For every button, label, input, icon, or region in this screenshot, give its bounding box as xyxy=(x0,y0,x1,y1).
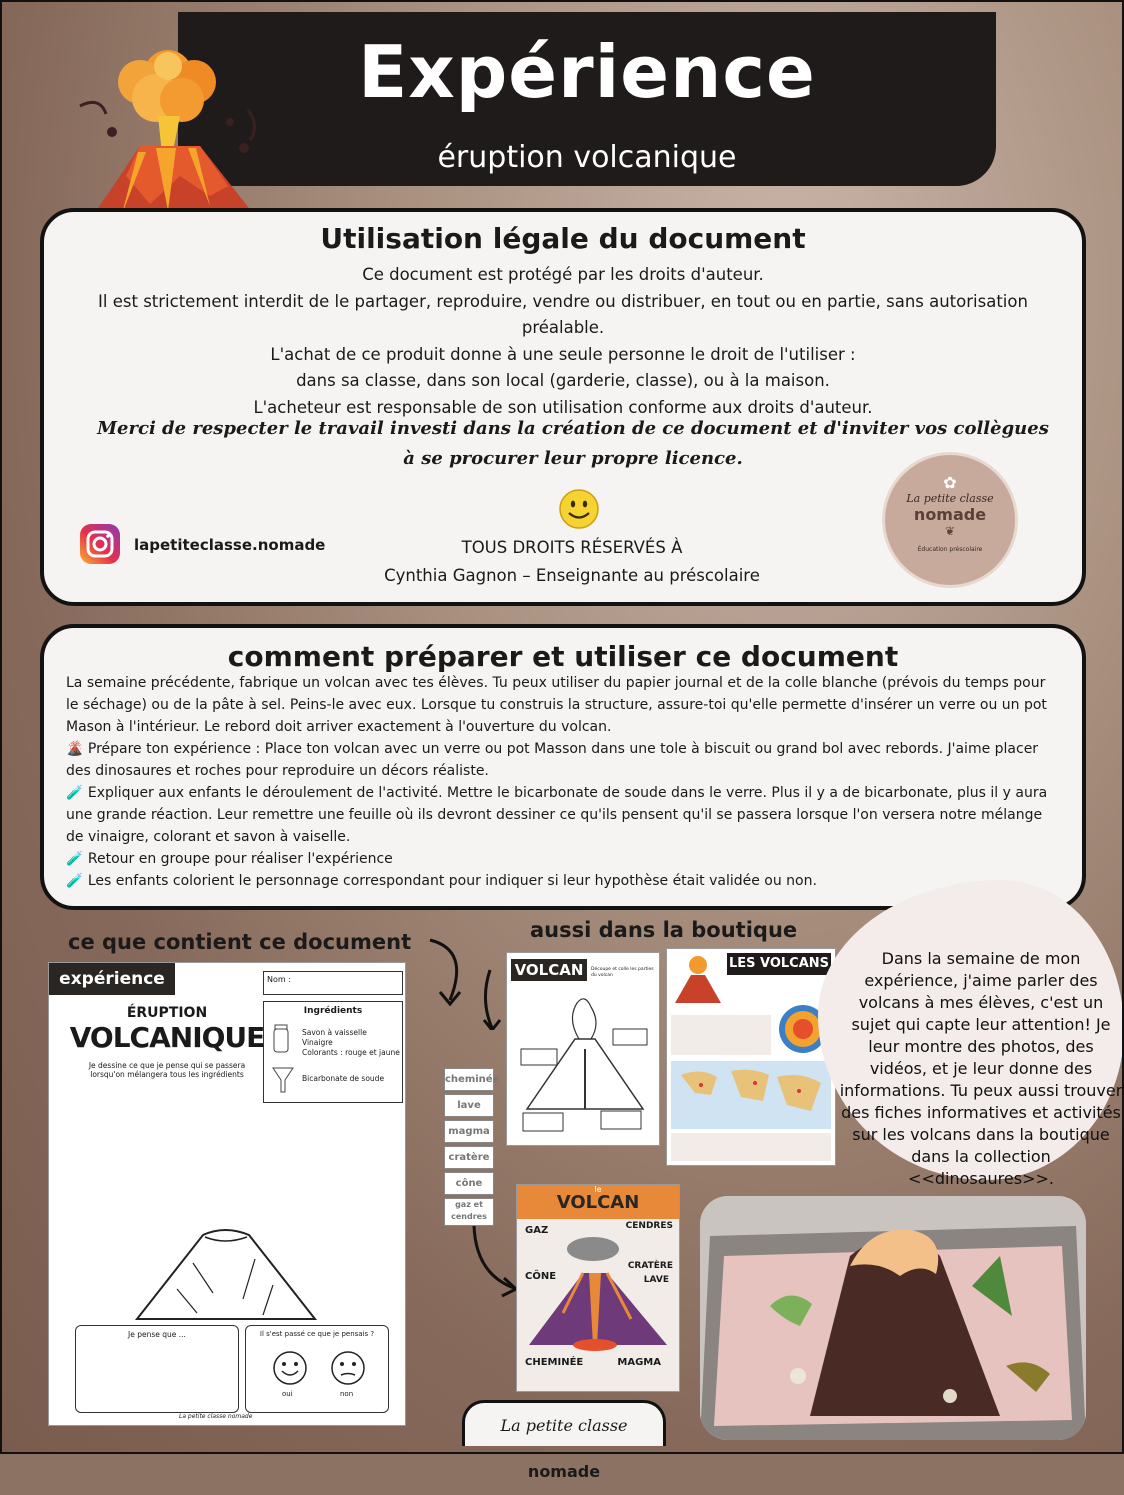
legal-title: Utilisation légale du document xyxy=(320,222,806,255)
vocab-card: lave xyxy=(444,1094,494,1117)
legal-panel xyxy=(40,208,1086,606)
worksheet-heading-big: VOLCANIQUE xyxy=(69,1021,265,1054)
poster-le: le xyxy=(594,1185,602,1194)
vocab-card: cratère xyxy=(444,1146,494,1169)
vocab-card: cheminée xyxy=(444,1068,494,1091)
poster-label: CÔNE xyxy=(525,1271,557,1282)
volcano-icon xyxy=(671,953,725,1007)
world-map xyxy=(671,1061,831,1129)
ingredient: Savon à vaisselle xyxy=(302,1028,367,1037)
poster-label: MAGMA xyxy=(617,1357,661,1368)
worksheet-instruction: Je dessine ce que je pense qui se passera lorsqu'on mélangera tous les ingrédients xyxy=(88,1061,246,1079)
ingredient: Colorants : rouge et jaune xyxy=(302,1048,400,1057)
vocabulary-cards xyxy=(444,1068,500,1229)
legal-line: Ce document est protégé par les droits d'auteur. xyxy=(362,265,764,284)
howto-paragraph: 🌋 Prépare ton expérience : Place ton volcan avec un verre ou pot Masson dans une tole à biscuit ou grand bol avec rebords. J'aime placer des dinosaures et roches pour reproduire un décors réaliste. xyxy=(66,741,1039,779)
volcan-poster-preview xyxy=(516,1184,680,1392)
rights-owner: Cynthia Gagnon – Enseignante au préscolaire xyxy=(384,566,760,585)
vocab-card: magma xyxy=(444,1120,494,1143)
name-label: Nom : xyxy=(267,975,291,984)
contents-label: ce que contient ce document xyxy=(68,930,412,954)
header-banner xyxy=(178,12,996,186)
hypothesis-box xyxy=(75,1325,239,1413)
poster-label: CENDRES xyxy=(625,1221,673,1231)
brand-logo xyxy=(882,452,1018,588)
howto-paragraph: 🧪 Les enfants colorient le personnage correspondant pour indiquer si leur hypothèse était validée ou non. xyxy=(66,873,817,889)
logo-tagline: Éducation préscolaire xyxy=(917,546,983,553)
no-label: non xyxy=(340,1390,354,1398)
ingredients-box xyxy=(263,1001,403,1103)
arrow-icon xyxy=(410,930,520,1030)
volcano-experiment-photo xyxy=(700,1196,1086,1440)
shop-label: aussi dans la boutique xyxy=(530,918,798,942)
promo-text: Dans la semaine de mon expérience, j'aime parler des volcans à mes élèves, c'est un sujet qui capte leur attention! Je leur montre des photos, des vidéos, et je leur donne des informations. Tu peux aussi trouver des fiches informatives et activités sur les volcans dans la boutique dans la collection <<dinosaures>>. xyxy=(839,949,1123,1188)
howto-panel xyxy=(40,624,1086,910)
jar-icon xyxy=(272,1024,290,1054)
rights-label: TOUS DROITS RÉSERVÉS À xyxy=(461,538,683,557)
logo-line2: nomade xyxy=(913,505,987,524)
legal-line: Il est strictement interdit de le partager, reproduire, vendre ou distribuer, en tout ou en partie, sans autorisation préalable. xyxy=(98,291,1028,337)
volcano-cross-section xyxy=(527,1233,669,1351)
volcano-diagram xyxy=(517,989,651,1139)
page-subtitle: éruption volcanique xyxy=(437,140,737,175)
vocab-card: gaz et cendres xyxy=(444,1198,494,1226)
happy-face-icon xyxy=(272,1350,308,1386)
info-text-block xyxy=(671,1015,771,1055)
map-icon xyxy=(671,1061,831,1129)
ingredients-title: Ingrédients xyxy=(303,1006,363,1016)
les-volcans-title: LES VOLCANS xyxy=(727,953,831,975)
worksheet-tag: expérience xyxy=(49,963,175,995)
footer-brand-script: La petite classe xyxy=(500,1416,628,1435)
neutral-face-icon xyxy=(330,1350,366,1386)
funnel-icon xyxy=(272,1066,294,1094)
logo-line1: La petite classe xyxy=(906,492,994,505)
result-label: Il s'est passé ce que je pensais ? xyxy=(259,1330,375,1338)
les-volcans-preview xyxy=(666,948,836,1166)
poster-label: GAZ xyxy=(525,1225,549,1236)
poster-title: VOLCAN xyxy=(556,1192,640,1213)
vocab-card: cône xyxy=(444,1172,494,1195)
info-text-block xyxy=(671,1133,831,1161)
ingredient: Vinaigre xyxy=(302,1038,333,1047)
volcan-sheet-sub: Découpe et colle les parties du volcan xyxy=(591,967,654,978)
yes-label: oui xyxy=(282,1390,293,1398)
baking-soda-label: Bicarbonate de soude xyxy=(302,1074,385,1083)
footer-brand xyxy=(462,1400,666,1481)
poster-label: CHEMINÉE xyxy=(525,1357,584,1368)
thanks-line: à se procurer leur propre licence. xyxy=(403,448,743,469)
volcan-sheet-title: VOLCAN xyxy=(511,959,587,981)
howto-title: comment préparer et utiliser ce document xyxy=(227,640,899,673)
worksheet-footer: La petite classe nomade xyxy=(179,1413,253,1420)
howto-paragraph: 🧪 Retour en groupe pour réaliser l'expérience xyxy=(66,851,393,867)
footer-brand-bold: nomade xyxy=(527,1462,601,1481)
volcan-activity-preview xyxy=(506,952,660,1146)
howto-paragraph: 🧪 Expliquer aux enfants le déroulement de l'activité. Mettre le bicarbonate de soude dans le verre. Plus il y a de bicarbonate, plus il y aura une grande réaction. Leur remettre une feuille où ils devront dessiner ce qu'ils pensent qu'il se passera lorsque l'on versera notre mélange de vinaigre, colorant et savon à vaiselle. xyxy=(66,785,1048,845)
leaf-icon: ❦ xyxy=(944,524,956,538)
howto-paragraph: La semaine précédente, fabrique un volcan avec tes élèves. Tu peux utiliser du papier journal et de la colle blanche (prévois du temps pour le séchage) ou de la pâte à sel. Peins-le avec eux. Lorsque tu construis la structure, assure-toi qu'elle permette d'insérer un verre ou un pot Mason à l'intérieur. Le rebord doit arriver exactement à l'ouverture du volcan. xyxy=(66,675,1047,735)
flower-icon: ✿ xyxy=(943,473,957,492)
smiley-icon xyxy=(558,488,600,530)
legal-line: L'acheteur est responsable de son utilisation conforme aux droits d'auteur. xyxy=(253,397,873,417)
poster-label: CRATÈRE xyxy=(627,1261,673,1271)
thanks-line: Merci de respecter le travail investi dans la création de ce document et d'inviter vos collègues xyxy=(97,418,1049,439)
worksheet-preview xyxy=(48,962,406,1426)
poster-header xyxy=(517,1185,679,1219)
legal-text xyxy=(64,262,1062,421)
experiment-photo xyxy=(700,1196,1086,1440)
howto-text xyxy=(66,672,1052,892)
hypothesis-label: Je pense que ... xyxy=(128,1330,186,1339)
ingredient-list xyxy=(302,1028,400,1058)
name-field xyxy=(263,971,403,995)
page-title: Expérience xyxy=(358,30,816,114)
legal-line: L'achat de ce produit donne à une seule personne le droit de l'utiliser : xyxy=(270,344,856,364)
worksheet-heading-small: ÉRUPTION xyxy=(126,1005,208,1021)
result-box xyxy=(245,1325,389,1413)
instagram-handle[interactable]: lapetiteclasse.nomade xyxy=(134,536,326,554)
volcano-outline-drawing xyxy=(133,1223,319,1323)
legal-line: dans sa classe, dans son local (garderie, classe), ou à la maison. xyxy=(296,371,830,390)
poster-label: LAVE xyxy=(643,1275,669,1285)
